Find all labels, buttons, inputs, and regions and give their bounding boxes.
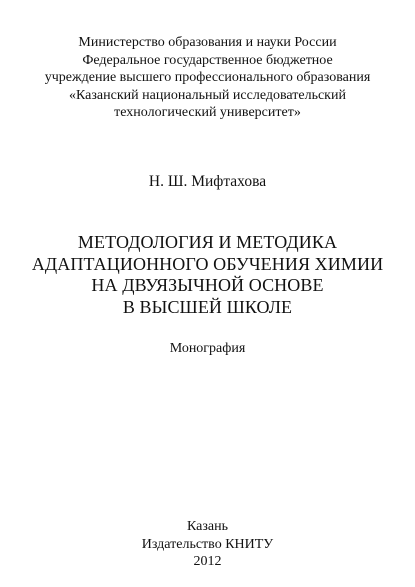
- institution-line-university-name: «Казанский национальный исследовательский: [69, 87, 346, 103]
- imprint: [0, 518, 415, 571]
- institution-line-federal: Федеральное государственное бюджетное: [82, 52, 333, 68]
- institution-header: [0, 34, 415, 122]
- imprint-city: Казань: [187, 519, 228, 534]
- book-title-line-2: АДАПТАЦИОННОГО ОБУЧЕНИЯ ХИМИИ: [31, 253, 384, 274]
- author-name: Н. Ш. Мифтахова: [148, 173, 267, 190]
- book-title-line-4: В ВЫСШЕЙ ШКОЛЕ: [122, 296, 293, 317]
- book-title: [0, 232, 415, 318]
- institution-line-university-type: технологический университет»: [114, 105, 301, 120]
- imprint-year: 2012: [193, 554, 222, 569]
- institution-line-education: учреждение высшего профессионального образования: [44, 70, 371, 85]
- imprint-publisher: Издательство КНИТУ: [141, 536, 274, 552]
- book-title-line-3: НА ДВУЯЗЫЧНОЙ ОСНОВЕ: [91, 275, 324, 295]
- book-title-line-1: МЕТОДОЛОГИЯ И МЕТОДИКА: [77, 232, 338, 252]
- institution-line-ministry: Министерство образования и науки России: [78, 35, 337, 50]
- publication-genre: Монография: [169, 341, 246, 356]
